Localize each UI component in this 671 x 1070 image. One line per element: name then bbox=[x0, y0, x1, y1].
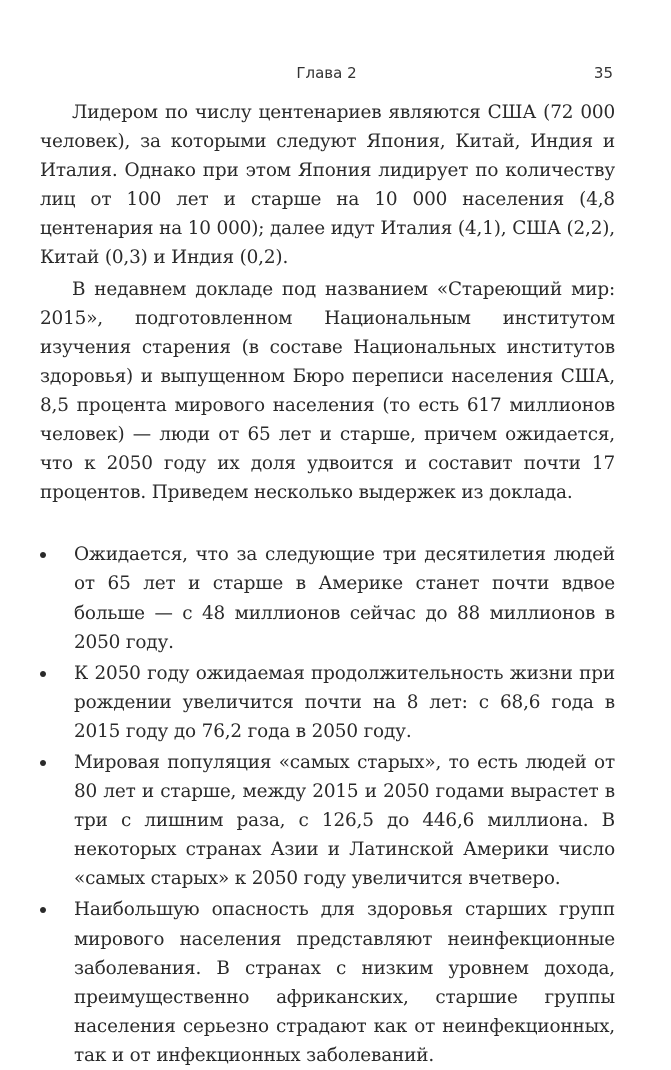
bullet-list bbox=[40, 540, 615, 1070]
list-item bbox=[40, 895, 615, 1070]
list-item bbox=[40, 748, 615, 893]
list-item bbox=[40, 659, 615, 746]
bullet-icon bbox=[40, 552, 46, 558]
list-item-text: Наибольшую опасность для здоровья старших групп мирового населения представляют неинфекционные заболевания. В странах с низким уровнем дохода, преимущественно африканских, старшие группы населения серьезно страдают как от неинфекционных, так и от инфекционных заболеваний. bbox=[74, 899, 615, 1066]
bullet-icon bbox=[40, 907, 46, 913]
running-head bbox=[40, 64, 613, 86]
bullet-icon bbox=[40, 760, 46, 766]
list-item-text: К 2050 году ожидаемая продолжительность жизни при рождении увеличится почти на 8 лет: с 68,6 года в 2015 году до 76,2 года в 2050 году. bbox=[74, 662, 615, 742]
list-item bbox=[40, 540, 615, 656]
paragraph: В недавнем докладе под названием «Стареющий мир: 2015», подготовленном Национальным институтом изучения старения (в составе Национальных институтов здоровья) и выпущенном Бюро переписи населения США, 8,5 процента мирового населения (то есть 617 миллионов человек) — люди от 65 лет и старше, причем ожидается, что к 2050 году их доля удвоится и составит почти 17 процентов. Приведем несколько выдержек из доклада. bbox=[40, 278, 615, 504]
list-item-text: Ожидается, что за следующие три десятилетия людей от 65 лет и старше в Америке станет почти вдвое больше — с 48 миллионов сейчас до 88 миллионов в 2050 году. bbox=[74, 544, 615, 653]
body-text bbox=[40, 98, 615, 1070]
paragraph: Лидером по числу центенариев являются США (72 000 человек), за которыми следуют Япония, Китай, Индия и Италия. Однако при этом Япония лидирует по количеству лиц от 100 лет и старше на 10 000 населения (4,8 центенария на 10 000); далее идут Италия (4,1), США (2,2), Китай (0,3) и Индия (0,2). bbox=[40, 102, 615, 269]
list-item-text: Мировая популяция «самых старых», то есть людей от 80 лет и старше, между 2015 и 2050 годами вырастет в три с лишним раза, с 126,5 до 446,6 миллиона. В некоторых странах Азии и Латинской Америки число «самых старых» к 2050 году увеличится вчетверо. bbox=[74, 751, 615, 890]
bullet-icon bbox=[40, 671, 46, 677]
page-number: 35 bbox=[593, 64, 613, 82]
chapter-label: Глава 2 bbox=[296, 64, 357, 82]
